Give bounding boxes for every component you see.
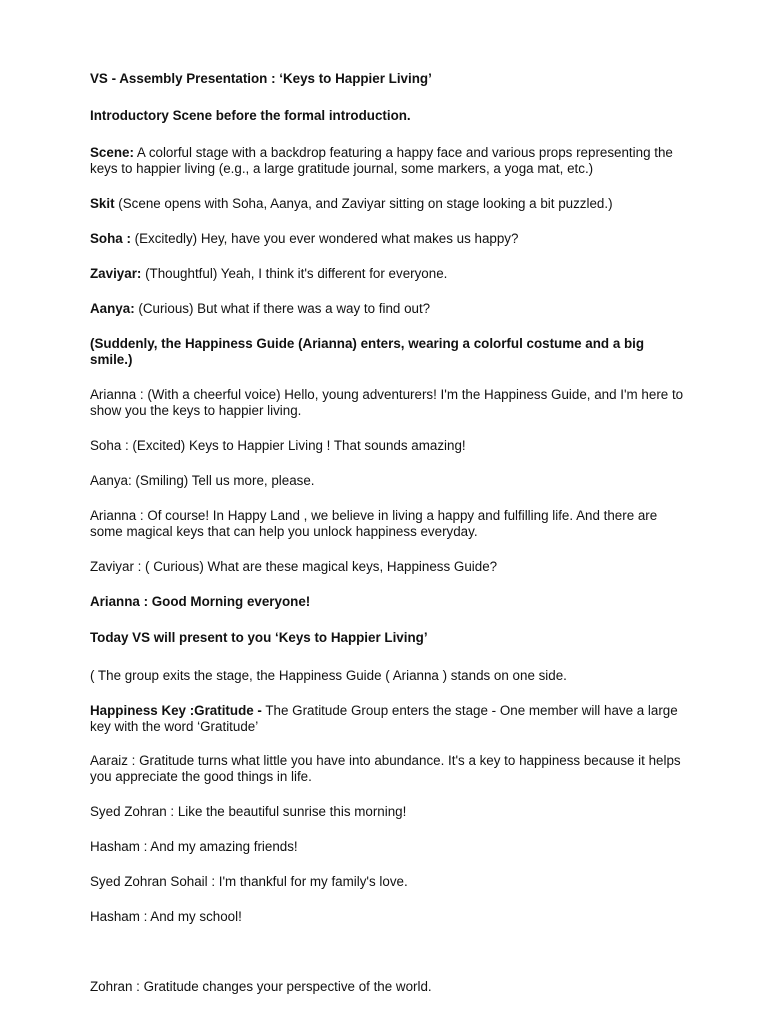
paragraph-good-morning	[90, 594, 690, 610]
paragraph-soha-excited	[90, 438, 690, 454]
speaker-label: Arianna : Good Morning everyone!	[90, 594, 311, 609]
paragraph-scene	[90, 145, 690, 177]
paragraph-text: (Curious) But what if there was a way to find out?	[134, 301, 431, 316]
document-title: VS - Assembly Presentation : ‘Keys to Happier Living’	[90, 71, 432, 86]
paragraph-soha	[90, 231, 690, 247]
paragraph-skit	[90, 196, 690, 212]
paragraph-aanya-smiling	[90, 473, 690, 489]
paragraph-text: Arianna : (With a cheerful voice) Hello, young adventurers! I'm the Happiness Guide, and I'm here to show you the keys to happier living.	[90, 387, 684, 418]
paragraph-syed-zohran	[90, 804, 690, 820]
paragraph-text: (Scene opens with Soha, Aanya, and Zaviyar sitting on stage looking a bit puzzled.)	[114, 196, 613, 211]
paragraph-text: Syed Zohran : Like the beautiful sunrise this morning!	[90, 804, 407, 819]
paragraph-text: ( The group exits the stage, the Happiness Guide ( Arianna ) stands on one side.	[90, 668, 567, 683]
paragraph-text: The Gratitude Group enters the stage - One member will have a large key with the word ‘Gratitude’	[90, 703, 678, 734]
paragraph-text: Aaraiz : Gratitude turns what little you have into abundance. It's a key to happiness because it helps you appreciate the good things in life.	[90, 753, 681, 784]
paragraph-text: (Thoughtful) Yeah, I think it's different for everyone.	[141, 266, 448, 281]
paragraph-text: Aanya: (Smiling) Tell us more, please.	[90, 473, 315, 488]
paragraph-hasham-school	[90, 909, 690, 925]
paragraph-zaviyar	[90, 266, 690, 282]
paragraph-text: Hasham : And my school!	[90, 909, 242, 924]
paragraph-group-exits	[90, 668, 690, 684]
paragraph-aaraiz	[90, 753, 690, 785]
paragraph-stage-direction	[90, 336, 690, 368]
stage-direction: (Suddenly, the Happiness Guide (Arianna) enters, wearing a colorful costume and a big smile.)	[90, 336, 645, 367]
paragraph-text: (Excitedly) Hey, have you ever wondered what makes us happy?	[130, 231, 519, 246]
paragraph-text: A colorful stage with a backdrop featuring a happy face and various props representing the keys to happier living (e.g., a large gratitude journal, some markers, a yoga mat, etc.)	[90, 145, 673, 176]
paragraph-text: Arianna : Of course! In Happy Land , we believe in living a happy and fulfilling life. And there are some magical keys that can help you unlock happiness everyday.	[90, 508, 658, 539]
paragraph-arianna-intro	[90, 387, 690, 419]
speaker-label: Zaviyar:	[90, 266, 142, 281]
paragraph-text: Zaviyar : ( Curious) What are these magical keys, Happiness Guide?	[90, 559, 498, 574]
paragraph-today-vs	[90, 630, 690, 646]
paragraph-hasham-friends	[90, 839, 690, 855]
speaker-label: Soha :	[90, 231, 131, 246]
section-label: Happiness Key :Gratitude -	[90, 703, 262, 718]
paragraph-text: Syed Zohran Sohail : I'm thankful for my family's love.	[90, 874, 408, 889]
paragraph-zohran	[90, 979, 690, 995]
paragraph-text: Hasham : And my amazing friends!	[90, 839, 298, 854]
speaker-label: Aanya:	[90, 301, 135, 316]
paragraph-arianna-happy-land	[90, 508, 690, 540]
paragraph-syed-zohran-sohail	[90, 874, 690, 890]
speaker-label: Scene:	[90, 145, 134, 160]
speaker-label: Skit	[90, 196, 115, 211]
paragraph-aanya	[90, 301, 690, 317]
paragraph-text: Zohran : Gratitude changes your perspective of the world.	[90, 979, 432, 994]
paragraph-gratitude-key	[90, 703, 690, 735]
paragraph-text: Soha : (Excited) Keys to Happier Living ! That sounds amazing!	[90, 438, 466, 453]
announcement: Today VS will present to you ‘Keys to Happier Living’	[90, 630, 428, 645]
intro-heading: Introductory Scene before the formal introduction.	[90, 108, 411, 123]
paragraph-zaviyar-curious	[90, 559, 690, 575]
